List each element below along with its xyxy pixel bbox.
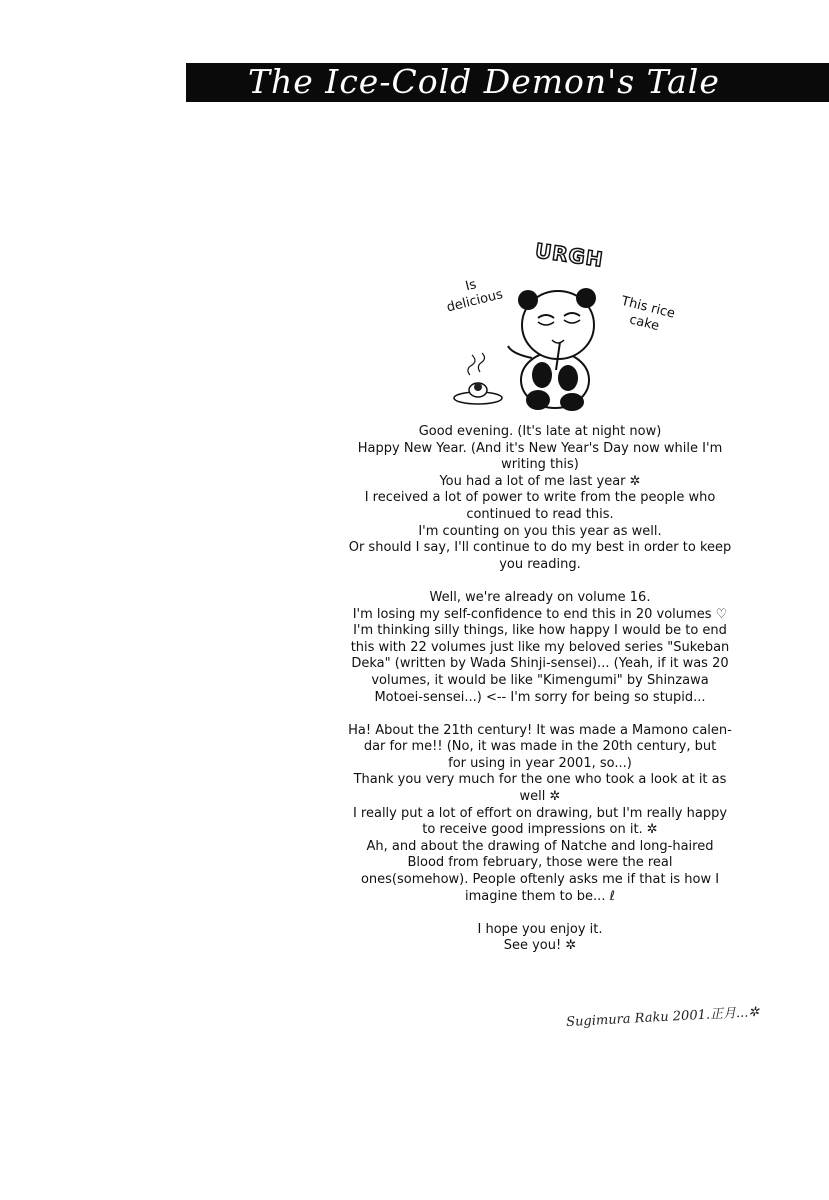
message-line: continued to read this.	[466, 506, 614, 522]
message-line: I really put a lot of effort on drawing, but I'm really happy	[352, 805, 728, 821]
author-signature: Sugimura Raku 2001.正月...✲	[565, 1004, 760, 1031]
message-line: volumes, it would be like "Kimengumi" by Shinzawa	[371, 672, 709, 688]
message-line: well ✲	[519, 789, 561, 805]
message-line: to receive good impressions on it. ✲	[422, 822, 658, 838]
message-line: dar for me!! (No, it was made in the 20th century, but	[363, 739, 717, 755]
paragraph-gap	[300, 706, 780, 723]
message-line: for using in year 2001, so...)	[448, 755, 632, 771]
message-line: Blood from february, those were the real	[407, 855, 673, 871]
page-title: The Ice-Cold Demon's Tale	[248, 62, 720, 101]
message-line: this with 22 volumes just like my beloved series "Sukeban	[350, 639, 730, 655]
message-line: I'm losing my self-confidence to end this in 20 volumes ♡	[352, 606, 728, 622]
message-line: imagine them to be... ℓ	[465, 888, 615, 904]
paragraph-gap	[300, 905, 780, 922]
message-line: Deka" (written by Wada Shinji-sensei)... (Yeah, if it was 20	[351, 656, 729, 672]
message-line: Ha! About the 21th century! It was made a Mamono calen-	[348, 722, 732, 738]
message-line: Good evening. (It's late at night now)	[418, 424, 662, 439]
message-line: ones(somehow). People oftenly asks me if that is how I	[360, 872, 720, 888]
message-line: I'm counting on you this year as well.	[418, 523, 662, 539]
message-line: Or should I say, I'll continue to do my best in order to keep	[348, 540, 732, 556]
message-line: Motoei-sensei...) <-- I'm sorry for being so stupid...	[374, 689, 706, 705]
message-line: Happy New Year. (And it's New Year's Day now while I'm	[357, 440, 723, 456]
speech-right: This rice cake	[619, 293, 677, 335]
speech-left: Is delicious	[445, 277, 505, 316]
paragraph-gap	[300, 573, 780, 590]
sfx-urgh: URGH	[533, 238, 606, 272]
message-line: Thank you very much for the one who took a look at it as	[353, 772, 727, 788]
message-line: I received a lot of power to write from the people who	[364, 490, 716, 506]
message-line: See you! ✲	[503, 938, 577, 954]
message-line: Ah, and about the drawing of Natche and long-haired	[366, 838, 714, 854]
message-line: I'm thinking silly things, like how happy I would be to end	[353, 623, 727, 639]
message-line: Well, we're already on volume 16.	[429, 589, 651, 605]
steam	[468, 353, 485, 375]
message-line: you reading.	[499, 556, 581, 572]
author-note	[300, 424, 780, 955]
message-line: You had a lot of me last year ✲	[439, 473, 641, 489]
message-line: I hope you enjoy it.	[477, 921, 603, 937]
message-line: writing this)	[501, 457, 579, 473]
